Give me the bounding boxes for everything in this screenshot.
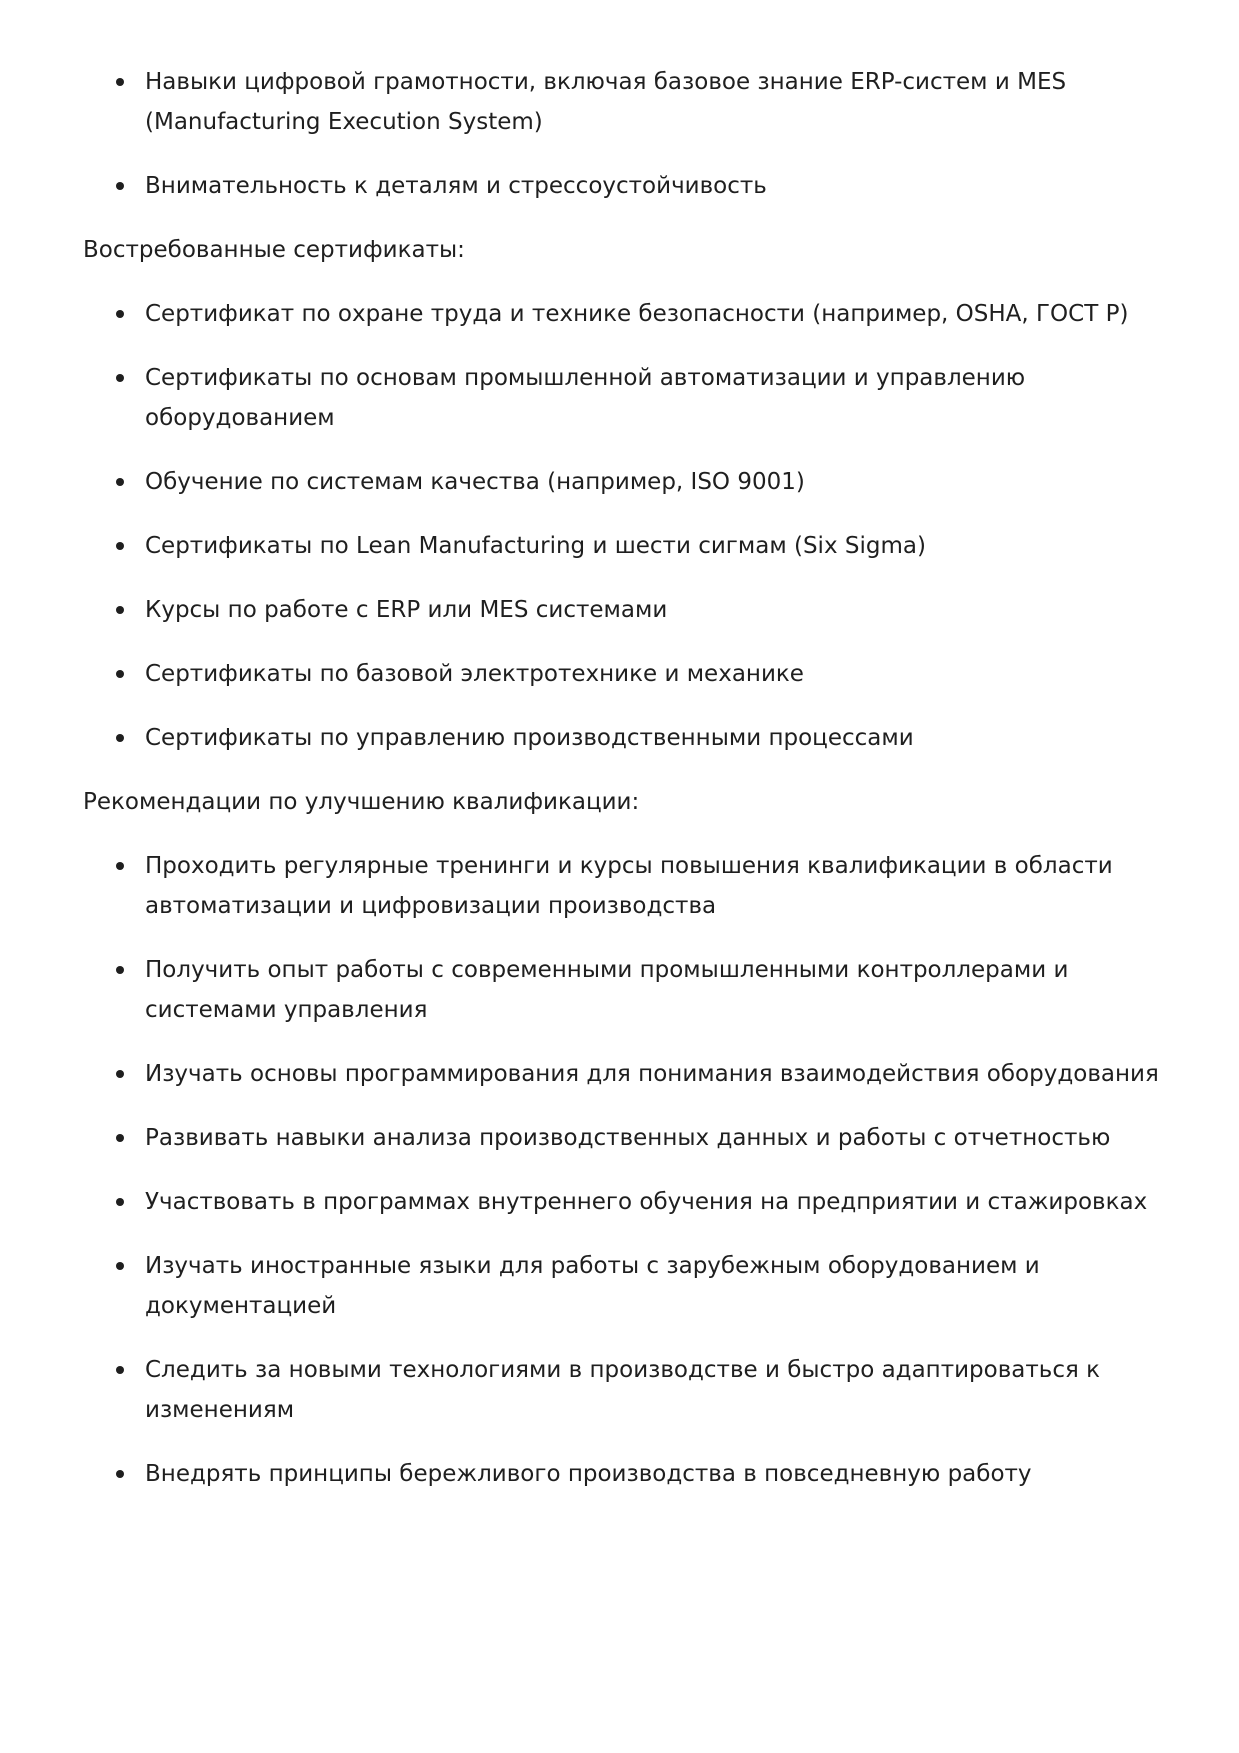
list-item-text: Изучать основы программирования для понимания взаимодействия оборудования: [145, 1061, 1159, 1087]
list-item: [145, 1054, 1179, 1094]
list-item: [145, 62, 1179, 142]
list-item-text: Сертификаты по Lean Manufacturing и шести сигмам (Six Sigma): [145, 533, 926, 559]
bullet-icon: [116, 606, 124, 614]
bullet-icon: [116, 1366, 124, 1374]
bullet-icon: [116, 1070, 124, 1078]
list-item-text: Изучать иностранные языки для работы с зарубежным оборудованием и документацией: [145, 1253, 1040, 1319]
list-item-text: Внимательность к деталям и стрессоустойчивость: [145, 173, 767, 199]
bullet-icon: [116, 542, 124, 550]
list-item: [145, 462, 1179, 502]
list-item: [145, 294, 1179, 334]
list-item: [145, 526, 1179, 566]
list-item-text: Сертификаты по управлению производственными процессами: [145, 725, 914, 751]
list-item-text: Обучение по системам качества (например, ISO 9001): [145, 469, 805, 495]
certificates-list: [83, 294, 1179, 758]
list-item: [145, 166, 1179, 206]
bullet-icon: [116, 374, 124, 382]
list-item-text: Сертификаты по базовой электротехнике и механике: [145, 661, 804, 687]
list-item: [145, 846, 1179, 926]
bullet-icon: [116, 966, 124, 974]
bullet-icon: [116, 1134, 124, 1142]
list-item-text: Получить опыт работы с современными промышленными контроллерами и системами управления: [145, 957, 1069, 1023]
recommendations-list: [83, 846, 1179, 1494]
list-item: [145, 1350, 1179, 1430]
bullet-icon: [116, 862, 124, 870]
list-item: [145, 654, 1179, 694]
list-item-text: Следить за новыми технологиями в производстве и быстро адаптироваться к изменениям: [145, 1357, 1101, 1423]
bullet-icon: [116, 478, 124, 486]
list-item-text: Развивать навыки анализа производственных данных и работы с отчетностью: [145, 1125, 1111, 1151]
list-item-text: Участвовать в программах внутреннего обучения на предприятии и стажировках: [145, 1189, 1148, 1215]
list-item-text: Сертификат по охране труда и технике безопасности (например, OSHA, ГОСТ Р): [145, 301, 1129, 327]
bullet-icon: [116, 310, 124, 318]
skills-list: [83, 62, 1179, 206]
bullet-icon: [116, 1262, 124, 1270]
list-item-text: Внедрять принципы бережливого производства в повседневную работу: [145, 1461, 1032, 1487]
list-item-text: Навыки цифровой грамотности, включая базовое знание ERP-систем и MES (Manufacturing Execution System): [145, 69, 1067, 135]
bullet-icon: [116, 734, 124, 742]
list-item-text: Курсы по работе с ERP или MES системами: [145, 597, 668, 623]
certificates-heading: Востребованные сертификаты:: [83, 237, 465, 263]
list-item: [145, 1454, 1179, 1494]
bullet-icon: [116, 78, 124, 86]
list-item: [145, 1118, 1179, 1158]
list-item: [145, 358, 1179, 438]
list-item: [145, 1182, 1179, 1222]
list-item-text: Проходить регулярные тренинги и курсы повышения квалификации в области автоматизации и цифровизации производства: [145, 853, 1113, 919]
recommendations-heading: Рекомендации по улучшению квалификации:: [83, 789, 640, 815]
list-item: [145, 950, 1179, 1030]
list-item: [145, 718, 1179, 758]
bullet-icon: [116, 670, 124, 678]
list-item-text: Сертификаты по основам промышленной автоматизации и управлению оборудованием: [145, 365, 1026, 431]
list-item: [145, 590, 1179, 630]
list-item: [145, 1246, 1179, 1326]
bullet-icon: [116, 1198, 124, 1206]
bullet-icon: [116, 1470, 124, 1478]
bullet-icon: [116, 182, 124, 190]
